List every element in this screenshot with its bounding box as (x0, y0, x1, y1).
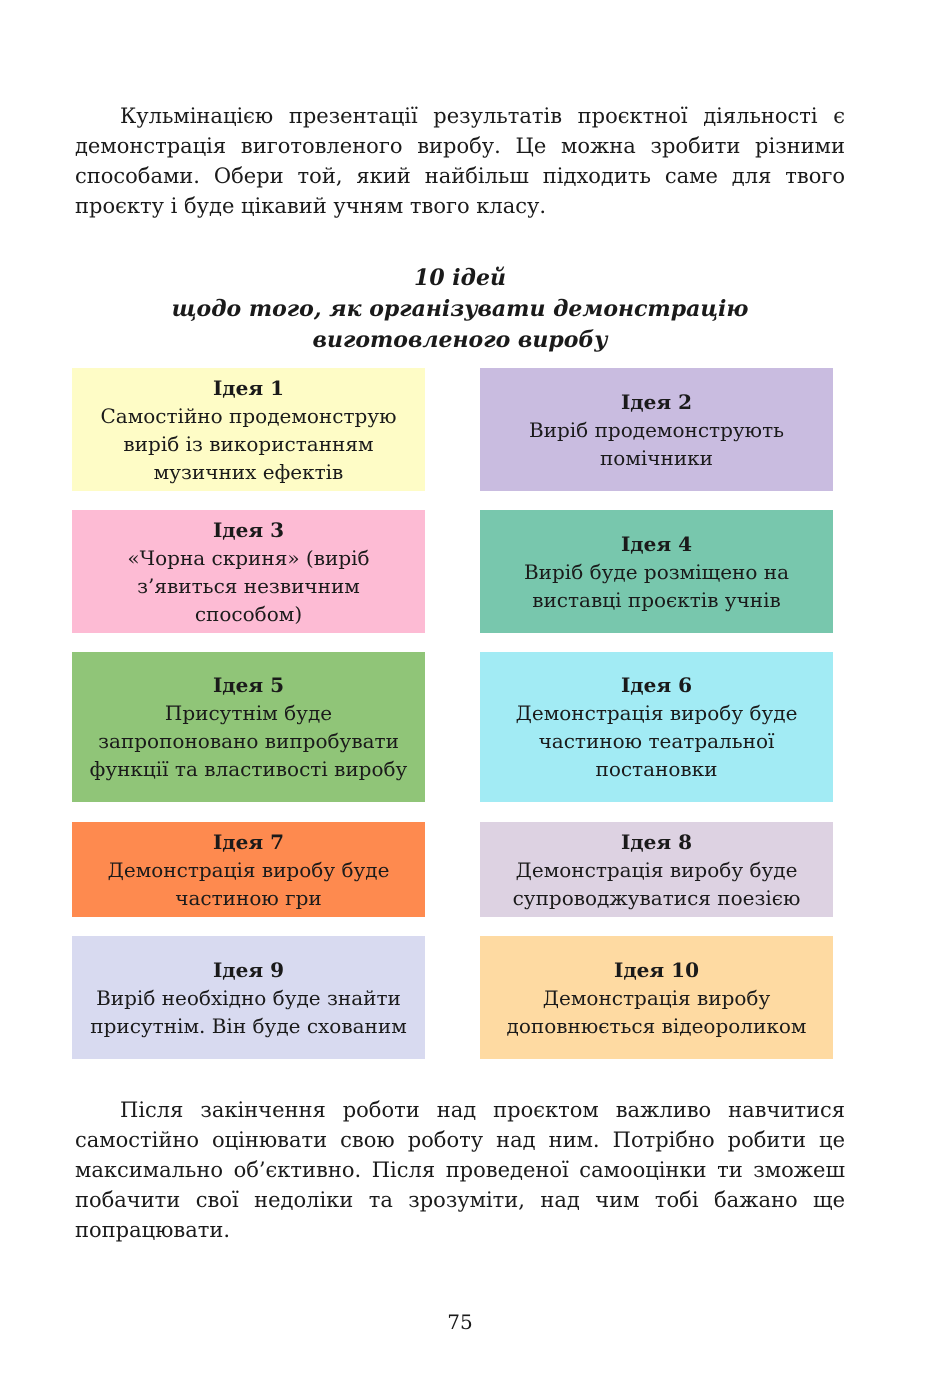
idea-text: Виріб необхідно буде знайти присутнім. Він буде схованим (90, 985, 407, 1038)
idea-text: Демонстрація виробу буде частиною гри (107, 857, 390, 910)
idea-card (480, 510, 833, 633)
idea-text: Демонстрація виробу буде частиною театральної постановки (515, 701, 798, 781)
idea-card (480, 368, 833, 491)
idea-title: Ідея 9 (212, 957, 285, 982)
idea-title: Ідея 8 (620, 829, 693, 854)
idea-card (72, 368, 425, 491)
idea-title: Ідея 5 (212, 673, 285, 697)
idea-card (480, 822, 833, 917)
idea-title: Ідея 1 (212, 375, 285, 400)
idea-text: Виріб продемонструють помічники (528, 417, 785, 470)
idea-card (72, 936, 425, 1059)
idea-card (72, 510, 425, 633)
ideas-heading (75, 263, 845, 356)
idea-card (480, 652, 833, 802)
idea-title: Ідея 7 (212, 829, 285, 854)
heading-line-3: виготовленого виробу (312, 327, 608, 353)
idea-text: «Чорна скриня» (виріб з’явиться незвичним способом) (127, 545, 370, 626)
idea-text: Демонстрація виробу доповнюється відеороликом (506, 985, 807, 1038)
outro-paragraph: Після закінчення роботи над проєктом важливо навчитися самостійно оцінювати свою роботу над ним. Потрібно робити це максимально об’єктивно. Після проведеної самооцінки ти зможеш побачити свої недоліки та зрозуміти, над чим тобі бажано ще попрацювати. (75, 1098, 845, 1242)
idea-text: Присутнім буде запропоновано випробувати функції та властивості виробу (89, 701, 408, 781)
idea-title: Ідея 4 (620, 531, 693, 556)
idea-title: Ідея 3 (212, 517, 285, 542)
idea-title: Ідея 6 (620, 673, 693, 697)
idea-card (72, 652, 425, 802)
idea-card (72, 822, 425, 917)
heading-line-1: 10 ідей (414, 265, 506, 291)
heading-line-2: щодо того, як організувати демонстрацію (171, 296, 749, 322)
idea-text: Виріб буде розміщено на виставці проєктів учнів (523, 559, 790, 612)
idea-title: Ідея 10 (614, 957, 699, 982)
intro-paragraph: Кульмінацією презентації результатів проєктної діяльності є демонстрація виготовленого виробу. Це можна зробити різними способами. Обери той, який найбільш підходить саме для твого проєкту і буде цікавий учням твого класу. (75, 104, 845, 218)
idea-text: Самостійно продемонструю виріб із використанням музичних ефектів (100, 403, 397, 484)
idea-text: Демонстрація виробу буде супроводжуватися поезією (512, 857, 801, 910)
idea-title: Ідея 2 (620, 389, 693, 414)
page-number: 75 (447, 1310, 473, 1334)
idea-card (480, 936, 833, 1059)
